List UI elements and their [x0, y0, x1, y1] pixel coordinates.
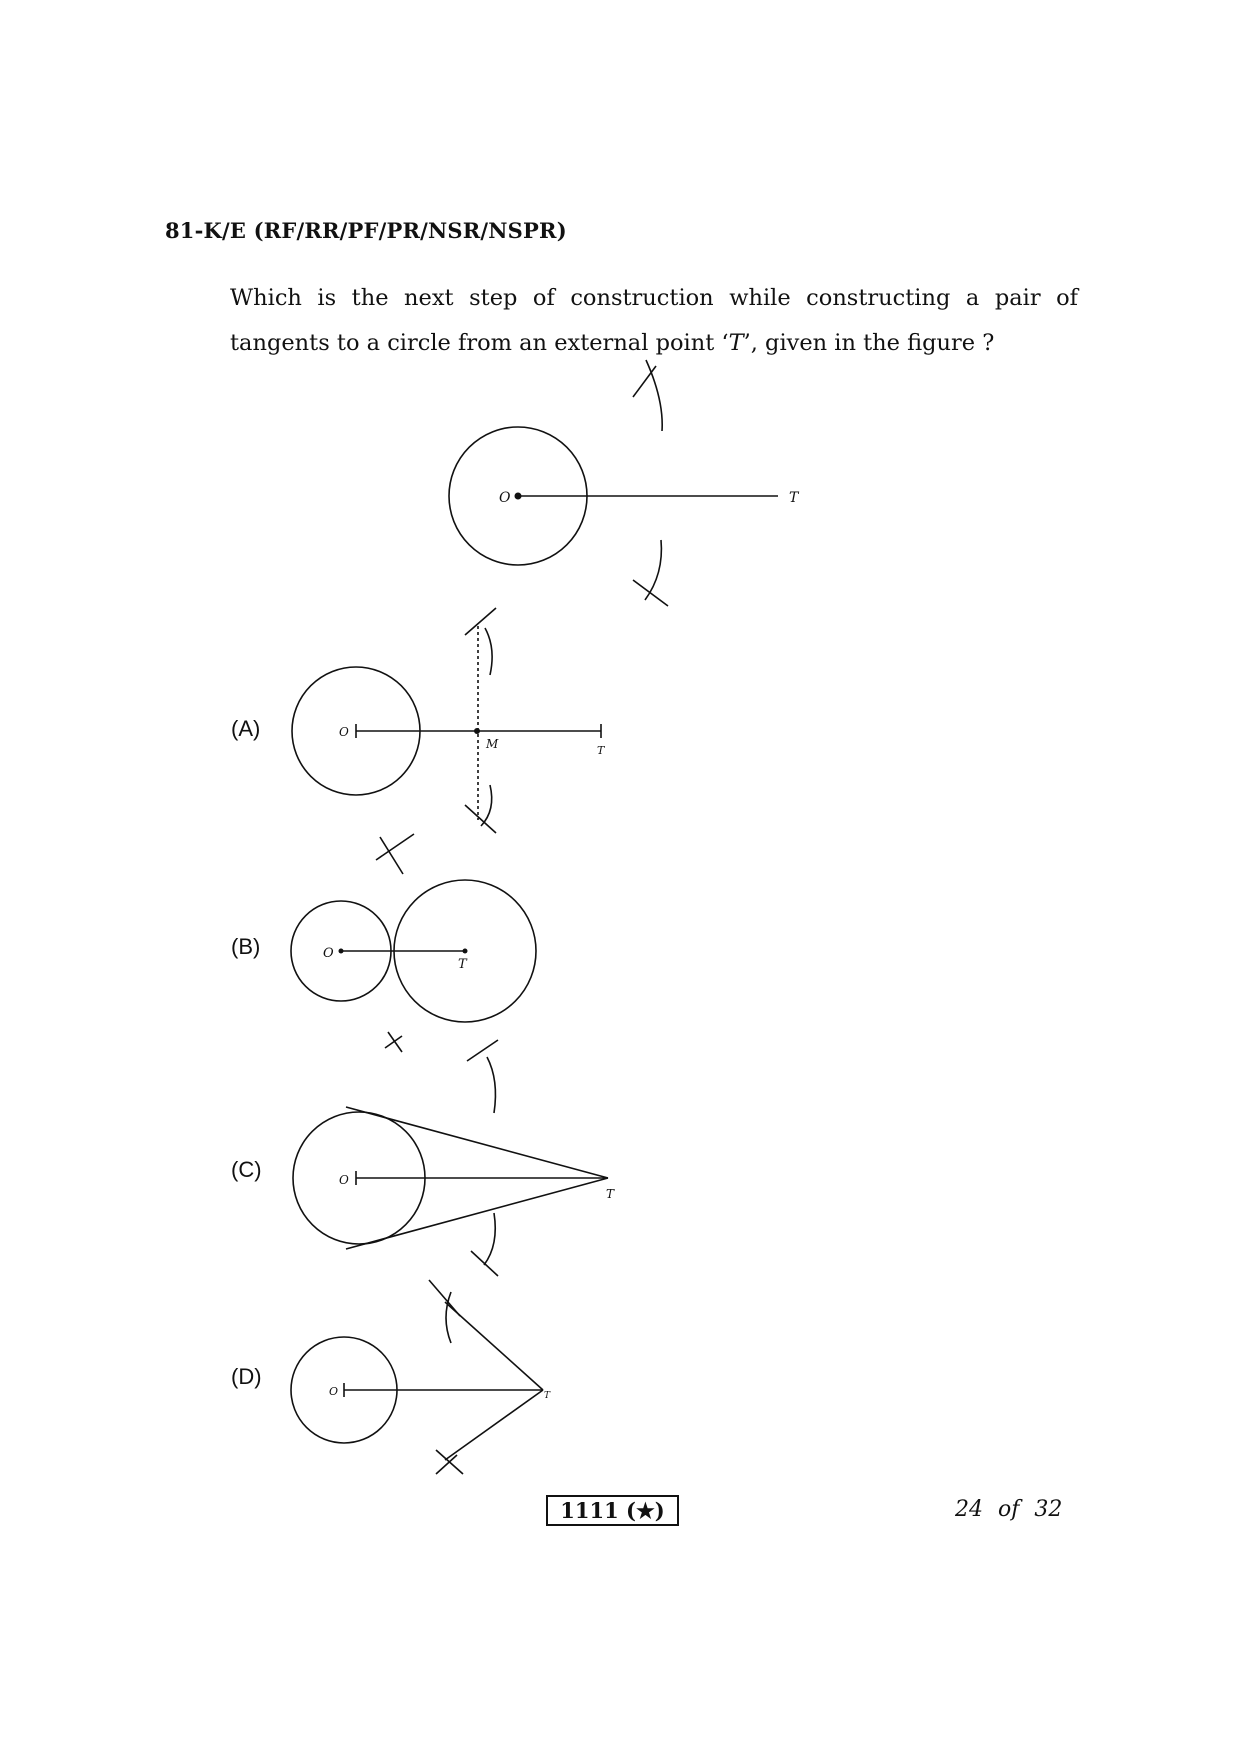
option-d-figure — [291, 1280, 551, 1474]
option-b-center — [339, 949, 344, 954]
option-a-midpoint — [474, 728, 480, 734]
option-c-arc-lower — [484, 1213, 495, 1265]
option-a-cross-lower — [465, 805, 496, 833]
option-b-point-t — [463, 949, 468, 954]
option-c-cross-upper — [467, 1040, 498, 1061]
question-text-part2: ’, given in the figure ? — [743, 330, 995, 356]
option-a-center-label: O — [339, 725, 349, 739]
option-c-center-label: O — [339, 1173, 349, 1187]
question-point-name: T — [728, 330, 744, 356]
option-a-label: (A) — [231, 716, 261, 741]
center-label: O — [499, 490, 511, 506]
option-b-figure — [291, 834, 536, 1052]
option-b-cross-lower-1 — [388, 1032, 402, 1052]
option-d-center-label: O — [329, 1385, 339, 1398]
arc-cross-upper — [633, 366, 656, 397]
option-a-arc-upper — [485, 628, 492, 675]
option-a-point-label: T — [597, 744, 605, 757]
option-b-cross-upper-2 — [376, 834, 414, 860]
option-b-label: (B) — [231, 934, 261, 959]
option-d-label: (D) — [231, 1364, 262, 1389]
option-a-cross-upper — [465, 608, 496, 635]
question-text-part1: Which is the next step of construction while constructing a pair of tangents to a circle from an external point ‘ — [230, 285, 1078, 356]
option-c-arc-upper — [487, 1057, 495, 1113]
option-c-cross-lower — [471, 1251, 498, 1276]
option-b-center-label: O — [323, 946, 334, 961]
question-figure — [449, 360, 800, 606]
option-d-cross-lower-2 — [436, 1455, 457, 1474]
option-a-figure — [292, 608, 606, 833]
point-label: T — [789, 490, 799, 506]
paper-code-box: 1111 (★) — [546, 1495, 679, 1526]
arc-upper — [646, 360, 662, 431]
option-b-point-label: T — [458, 957, 467, 972]
option-a-mid-label: M — [486, 737, 499, 751]
option-c-point-label: T — [606, 1187, 615, 1201]
option-c-tangent-lower — [346, 1178, 608, 1249]
paper-code-header: 81-K/E (RF/RR/PF/PR/NSR/NSPR) — [165, 218, 567, 243]
option-b-cross-lower-2 — [385, 1036, 402, 1048]
option-d-point-label: T — [544, 1391, 551, 1401]
arc-cross-lower — [633, 580, 668, 606]
option-d-line-lower — [445, 1390, 543, 1460]
page-number: 24 of 32 — [955, 1497, 1063, 1522]
option-c-figure — [293, 1040, 615, 1276]
option-c-tangent-upper — [346, 1107, 608, 1178]
option-d-cross-upper — [429, 1280, 460, 1316]
option-c-label: (C) — [231, 1157, 262, 1182]
